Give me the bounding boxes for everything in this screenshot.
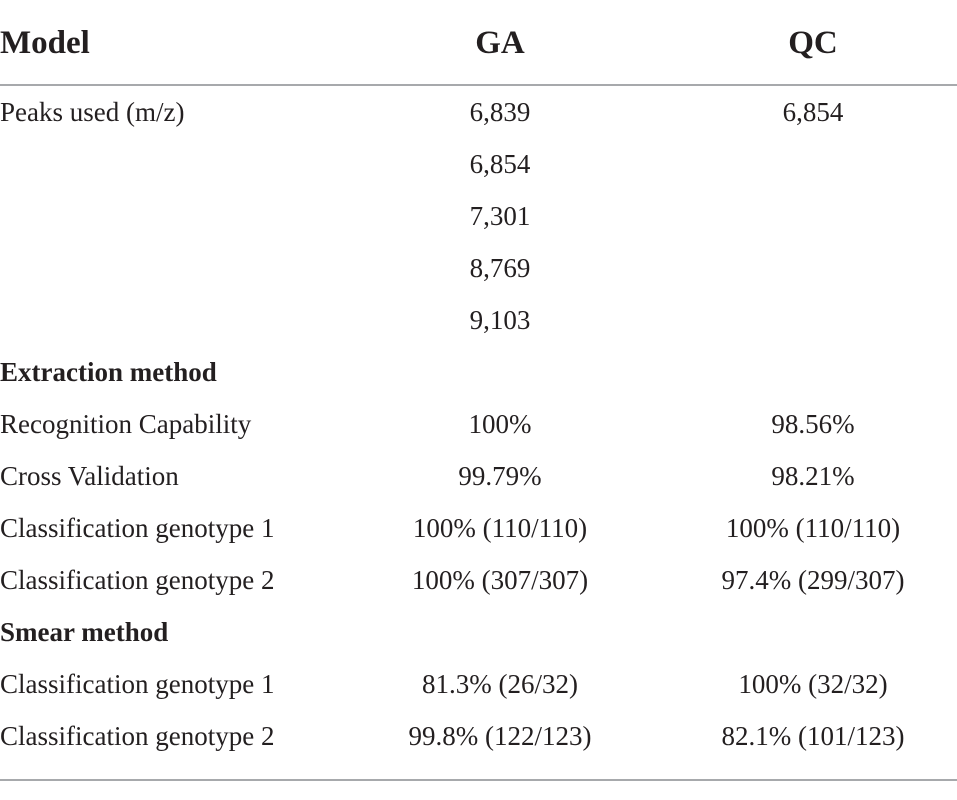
row-label <box>0 138 360 190</box>
qc-value <box>672 346 954 398</box>
row-label: Classification genotype 1 <box>0 513 275 543</box>
qc-value: 100% (32/32) <box>738 669 888 699</box>
row-label: Classification genotype 2 <box>0 565 275 595</box>
row-label: Peaks used (m/z) <box>0 97 185 127</box>
qc-value <box>672 606 954 658</box>
ga-value: 100% (110/110) <box>412 513 588 543</box>
section-heading: Smear method <box>0 617 169 647</box>
section-heading-row <box>0 346 957 398</box>
ga-value <box>360 346 640 398</box>
qc-value: 98.56% <box>771 409 855 439</box>
table-row <box>0 658 957 710</box>
row-label <box>0 190 360 242</box>
table-row <box>0 294 957 346</box>
ga-value: 6,839 <box>469 97 531 127</box>
ga-value: 8,769 <box>469 253 531 283</box>
table-row <box>0 138 957 190</box>
table-row <box>0 450 957 502</box>
qc-value: 82.1% (101/123) <box>721 721 905 751</box>
ga-value: 100% (307/307) <box>411 565 589 595</box>
section-heading: Extraction method <box>0 357 217 387</box>
ga-value: 7,301 <box>469 201 531 231</box>
table-row <box>0 398 957 450</box>
row-label: Recognition Capability <box>0 409 252 439</box>
qc-value: 97.4% (299/307) <box>721 565 905 595</box>
ga-value: 9,103 <box>469 305 531 335</box>
table-row <box>0 242 957 294</box>
ga-value: 99.8% (122/123) <box>408 721 592 751</box>
table-row <box>0 710 957 762</box>
table-row <box>0 190 957 242</box>
qc-value: 6,854 <box>782 97 844 127</box>
section-heading-row <box>0 606 957 658</box>
qc-value <box>672 294 954 346</box>
ga-value: 6,854 <box>469 149 531 179</box>
row-label: Classification genotype 1 <box>0 669 275 699</box>
table-row <box>0 554 957 606</box>
row-label: Classification genotype 2 <box>0 721 275 751</box>
header-ga: GA <box>475 25 525 61</box>
qc-value <box>672 190 954 242</box>
ga-value: 100% <box>468 409 532 439</box>
table-row <box>0 86 957 138</box>
ga-value <box>360 606 640 658</box>
ga-value: 99.79% <box>458 461 542 491</box>
qc-value <box>672 242 954 294</box>
table-row <box>0 502 957 554</box>
ga-value: 81.3% (26/32) <box>422 669 578 699</box>
header-qc: QC <box>788 25 838 61</box>
header-model: Model <box>0 25 90 61</box>
table-header-row <box>0 0 957 86</box>
qc-value: 100% (110/110) <box>725 513 901 543</box>
row-label: Cross Validation <box>0 461 179 491</box>
table-bottom-rule <box>0 779 957 781</box>
row-label <box>0 294 360 346</box>
row-label <box>0 242 360 294</box>
qc-value <box>672 138 954 190</box>
qc-value: 98.21% <box>771 461 855 491</box>
